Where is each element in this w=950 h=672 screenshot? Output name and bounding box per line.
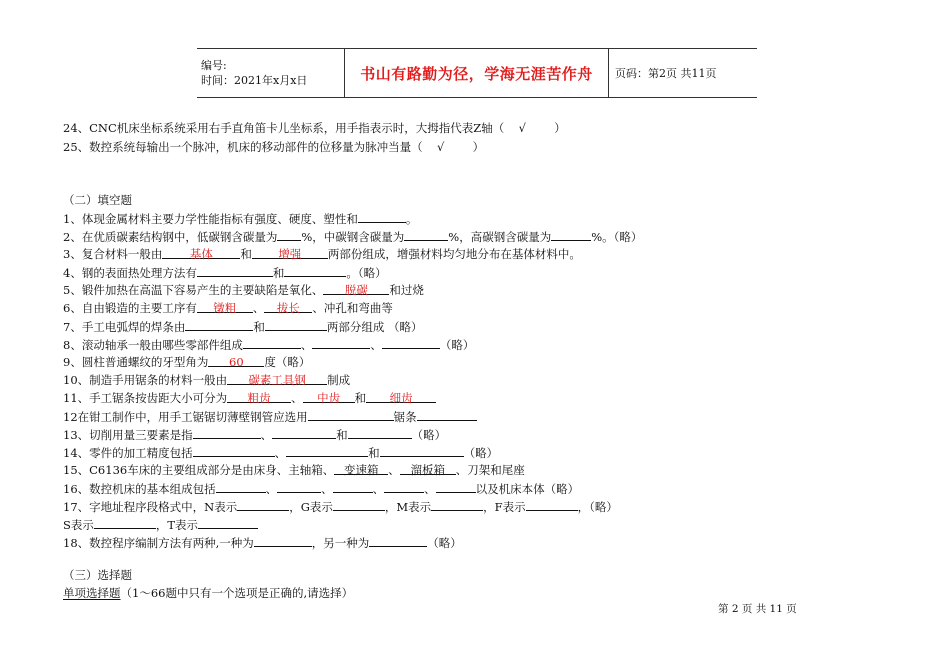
fill-q15: 15、C6136车床的主要组成部分是由床身、主轴箱、 变速箱 、 溜板箱 、刀架和尾座 [63, 463, 525, 477]
answer-text: 增强 [252, 246, 328, 259]
header-table [197, 48, 757, 98]
header-page-info [609, 49, 757, 97]
motto-text: 书山有路勤为径，学海无涯苦作舟 [360, 64, 593, 83]
section-title-choice: （三）选择题 [63, 568, 132, 582]
fill-q8: 8、滚动轴承一般由哪些零部件组成 、 、 （略） [63, 338, 475, 352]
header-motto [344, 49, 609, 97]
fill-q5: 5、锻件加热在高温下容易产生的主要缺陷是氧化、 脱碳 和过烧 [63, 283, 424, 297]
page-footer: 第 2 页 共 11 页 [718, 603, 797, 615]
fill-q7: 7、手工电弧焊的焊条由 和 两部分组成 （略） [63, 320, 423, 334]
fill-q9: 9、圆柱普通螺纹的牙型角为 60 度（略） [63, 355, 311, 369]
fill-q1: 1、体现金属材料主要力学性能指标有强度、硬度、塑性和 。 [63, 212, 418, 226]
page-info-text: 页码：第2页 共11页 [615, 67, 717, 80]
answer-text: 溜板箱 [400, 462, 456, 475]
fill-q10: 10、制造手用锯条的材料一般由 碳素工具钢 制成 [63, 373, 351, 387]
fill-q16: 16、数控机床的基本组成包括 、 、 、 、 以及机床本体（略） [63, 482, 580, 496]
time-label: 时间：2021年x月x日 [201, 74, 308, 87]
question-24: 24、CNC机床坐标系统采用右手直角笛卡儿坐标系，用手指表示时，大拇指代表Z轴（ √ ） [63, 121, 566, 135]
fill-q4: 4、钢的表面热处理方法有 和 。（略） [63, 266, 387, 280]
answer-text: 细齿 [366, 390, 436, 403]
answer-text: 基体 [162, 246, 240, 259]
fill-q2: 2、在优质碳素结构钢中，低碳钢含碳量为 %，中碳钢含碳量为 %，高碳钢含碳量为 %。（略） [63, 230, 643, 244]
answer-text: 变速箱 [334, 462, 388, 475]
fill-q6: 6、自由锻造的主要工序有 镦粗 、 拔长 、冲孔和弯曲等 [63, 301, 393, 315]
fill-q17-cont: S表示 ，T表示 [63, 516, 258, 532]
section-title-fill: （二）填空题 [63, 193, 132, 207]
answer-text: 拔长 [264, 300, 312, 313]
fill-q14: 14、零件的加工精度包括 、 和 （略） [63, 446, 499, 460]
fill-q11: 11、手工锯条按齿距大小可分为 粗齿 、 中齿 和 细齿 [63, 390, 436, 406]
fill-q18: 18、数控程序编制方法有两种,一种为 ，另一种为 （略） [63, 536, 462, 550]
fill-q3: 3、复合材料一般由 基体 和 增强 两部份组成，增强材料均匀地分布在基体材料中。 [63, 247, 581, 261]
answer-text: 60 [208, 354, 264, 367]
answer-text: 中齿 [303, 390, 355, 403]
check-mark: √ [436, 140, 445, 154]
fill-q13: 13、切削用量三要素是指 、 和 （略） [63, 428, 447, 442]
answer-text: 脱碳 [323, 282, 389, 295]
fill-q12: 12在钳工制作中，用手工锯锯切薄壁钢管应选用 锯条 [63, 408, 477, 424]
fill-q17: 17、字地址程序段格式中，N表示 ，G表示 ，M表示 ，F表示 ，（略） [63, 500, 618, 514]
answer-text: 碳素工具钢 [227, 372, 327, 385]
answer-text: 镦粗 [197, 300, 253, 313]
header-info [197, 49, 344, 97]
choice-subtitle: 单项选择题（1～66题中只有一个选项是正确的,请选择） [63, 586, 354, 600]
answer-text: 粗齿 [227, 390, 291, 403]
number-label: 编号: [201, 59, 227, 72]
question-25: 25、数控系统每输出一个脉冲，机床的移动部件的位移量为脉冲当量（ √ ） [63, 140, 485, 154]
check-mark: √ [518, 121, 526, 135]
